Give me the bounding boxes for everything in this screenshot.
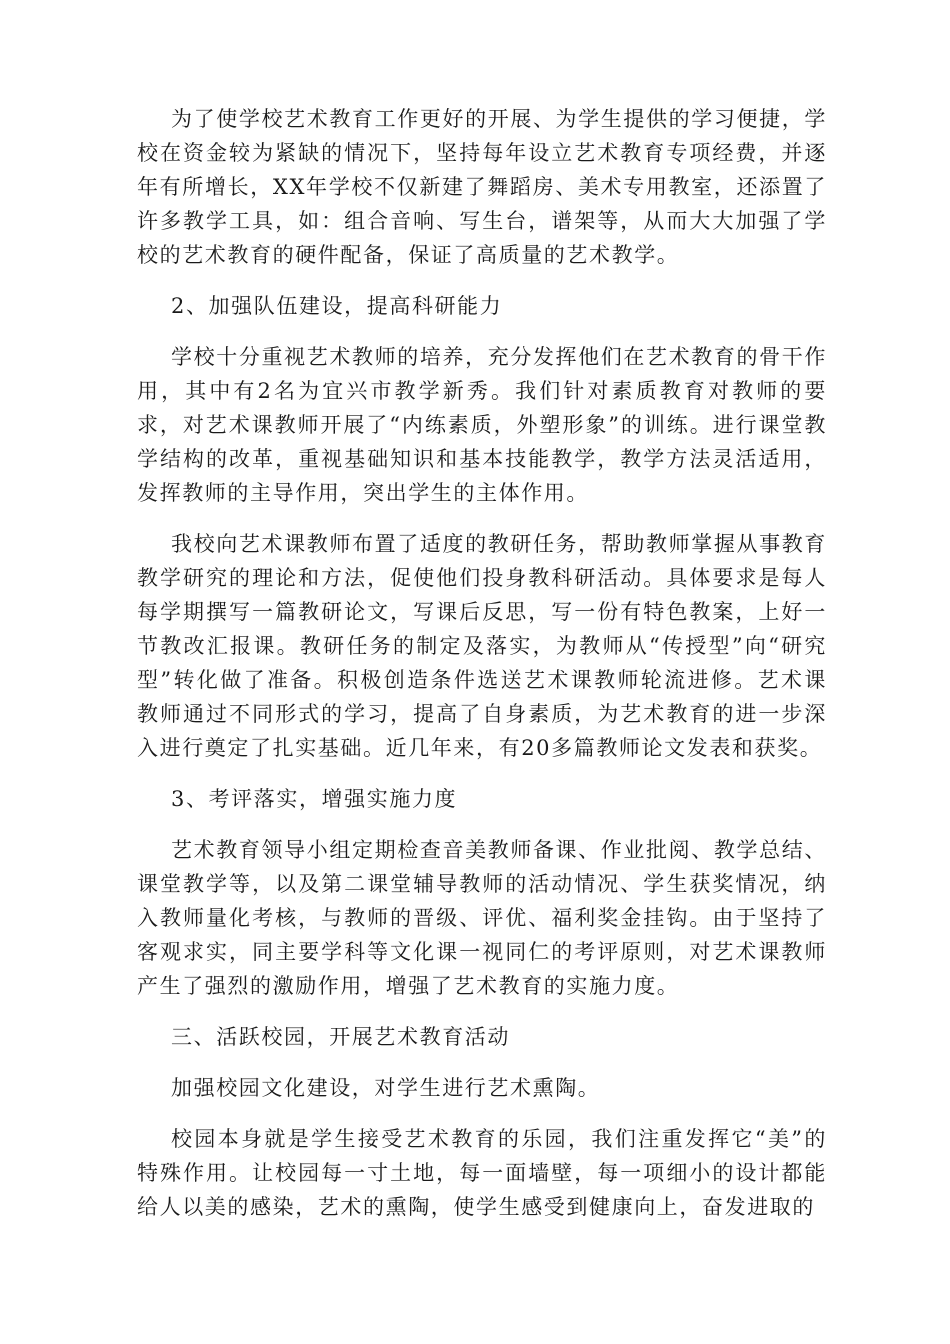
section-heading: 3、考评落实，增强实施力度 [171, 787, 458, 811]
document-body [137, 102, 827, 1241]
section-heading: 加强校园文化建设，对学生进行艺术熏陶。 [171, 1076, 601, 1100]
body-paragraph: 艺术教育领导小组定期检查音美教师备课、作业批阅、教学总结、课堂教学等，以及第二课堂辅导教师的活动情况、学生获奖情况，纳入教师量化考核，与教师的晋级、评优、福利奖金挂钩。由于坚持了客观求实，同主要学科等文化课一视同仁的考评原则，对艺术课教师产生了强烈的激励作用，增强了艺术教育的实施力度。 [137, 838, 827, 998]
body-paragraph: 我校向艺术课教师布置了适度的教研任务，帮助教师掌握从事教育教学研究的理论和方法，促使他们投身教科研活动。具体要求是每人每学期撰写一篇教研论文，写课后反思，写一份有特色教案，上好一节教改汇报课。教研任务的制定及落实，为教师从“传授型”向“研究型”转化做了准备。积极创造条件选送艺术课教师轮流进修。艺术课教师通过不同形式的学习，提高了自身素质，为艺术教育的进一步深入进行奠定了扎实基础。近几年来，有20多篇教师论文发表和获奖。 [137, 532, 827, 760]
section-heading: 2、加强队伍建设，提高科研能力 [171, 294, 503, 318]
body-paragraph: 学校十分重视艺术教师的培养，充分发挥他们在艺术教育的骨干作用，其中有2名为宜兴市教学新秀。我们针对素质教育对教师的要求，对艺术课教师开展了“内练素质，外塑形象”的训练。进行课堂教学结构的改革，重视基础知识和基本技能教学，教学方法灵活适用，发挥教师的主导作用，突出学生的主体作用。 [137, 345, 827, 505]
section-heading: 三、活跃校园，开展艺术教育活动 [171, 1025, 510, 1049]
body-paragraph: 为了使学校艺术教育工作更好的开展、为学生提供的学习便捷，学校在资金较为紧缺的情况下，坚持每年设立艺术教育专项经费，并逐年有所增长，XX年学校不仅新建了舞蹈房、美术专用教室，还添置了许多教学工具，如：组合音响、写生台，谱架等，从而大大加强了学校的艺术教育的硬件配备，保证了高质量的艺术教学。 [137, 107, 827, 267]
body-paragraph: 校园本身就是学生接受艺术教育的乐园，我们注重发挥它“美”的特殊作用。让校园每一寸土地，每一面墙壁，每一项细小的设计都能给人以美的感染，艺术的熏陶，使学生感受到健康向上，奋发进取的 [137, 1127, 827, 1219]
